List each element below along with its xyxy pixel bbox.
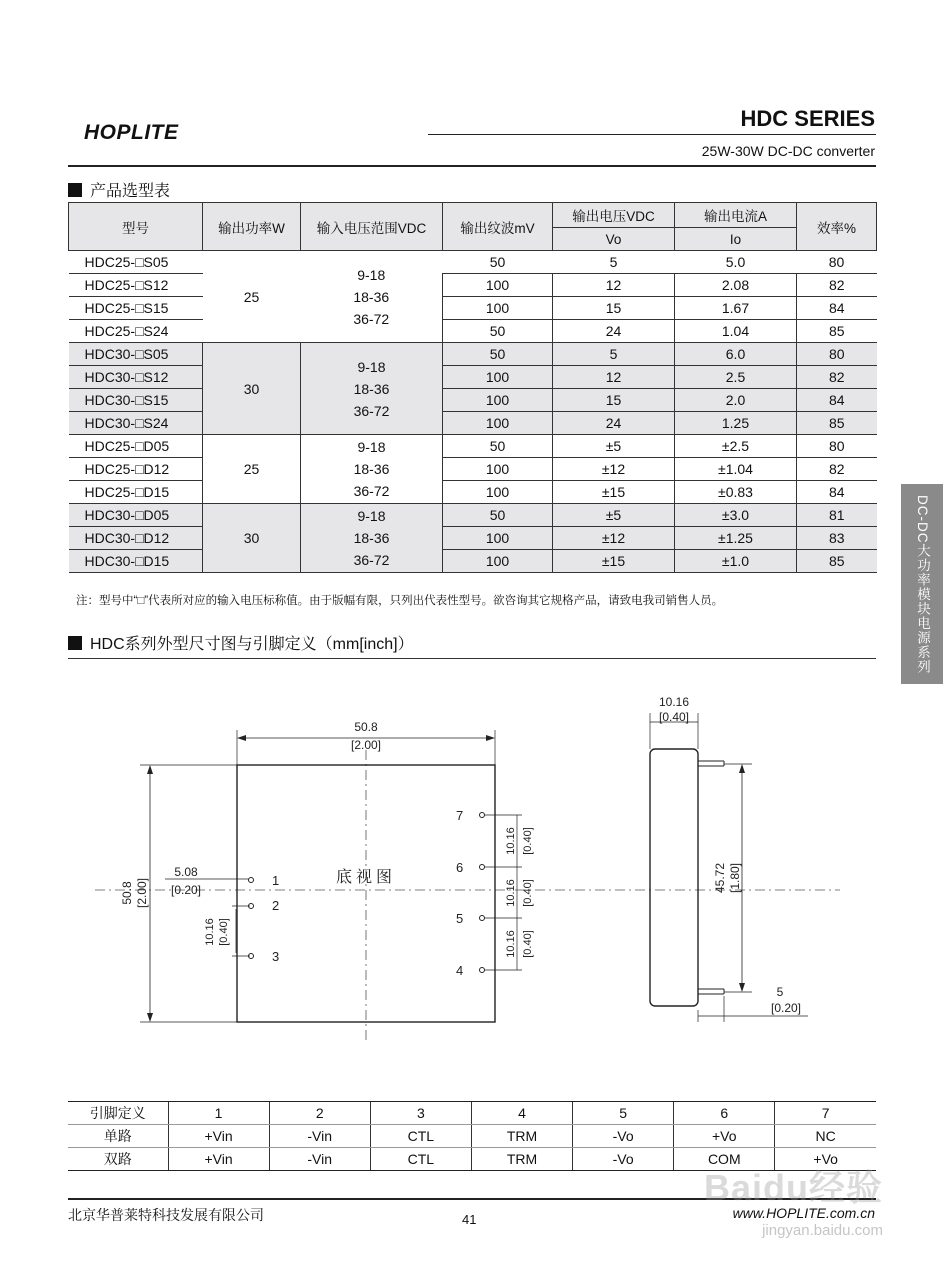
side-height-mm-label: 45.72 bbox=[713, 862, 727, 894]
cell-power: 25 bbox=[203, 251, 301, 343]
pin-5-label: 5 bbox=[456, 911, 464, 926]
cell-vout: 24 bbox=[553, 320, 675, 343]
input-range-value: 36-72 bbox=[353, 402, 390, 419]
pin-cell: NC bbox=[775, 1125, 876, 1148]
cell-model: HDC30-□D15 bbox=[69, 550, 203, 573]
cell-ripple: 100 bbox=[443, 274, 553, 297]
cell-iout: ±1.0 bbox=[675, 550, 797, 573]
width-mm-label: 50.8 bbox=[354, 720, 378, 734]
brand-logo: HOPLITE bbox=[84, 121, 179, 144]
pin-cell: -Vo bbox=[573, 1125, 674, 1148]
input-range-value: 18-36 bbox=[353, 461, 390, 477]
pin-cell: +Vin bbox=[168, 1125, 269, 1148]
cell-efficiency: 81 bbox=[797, 504, 877, 527]
left-pitch-mm-label: 10.16 bbox=[204, 918, 216, 946]
pin-cell: CTL bbox=[370, 1148, 471, 1171]
header-divider bbox=[68, 165, 876, 167]
table-note: 注：型号中“□”代表所对应的输入电压标称值。由于版幅有限，只列出代表性型号。欲咨询其它规格产品，请致电我司销售人员。 bbox=[76, 595, 724, 607]
series-subtitle: 25W-30W DC-DC converter bbox=[701, 143, 875, 159]
cell-efficiency: 84 bbox=[797, 481, 877, 504]
dimension-drawing bbox=[0, 680, 943, 1100]
pin-6 bbox=[480, 865, 485, 870]
cell-vout: ±15 bbox=[553, 550, 675, 573]
cell-iout: ±2.5 bbox=[675, 435, 797, 458]
input-range-value: 9-18 bbox=[357, 439, 386, 455]
section-selection-heading bbox=[68, 178, 170, 201]
bottom-view-label: 底视图 bbox=[335, 869, 397, 886]
watermark-url: jingyan.baidu.com bbox=[762, 1222, 883, 1239]
cell-iout: ±1.04 bbox=[675, 458, 797, 481]
cell-model: HDC25-□D12 bbox=[69, 458, 203, 481]
left-pitch-inch-label: [0.40] bbox=[218, 918, 230, 946]
company-name: 北京华普莱特科技发展有限公司 bbox=[68, 1207, 264, 1223]
pin-6-label: 6 bbox=[456, 860, 464, 875]
pin-cell: TRM bbox=[471, 1125, 572, 1148]
header-power: 输出功率W bbox=[203, 203, 301, 251]
height-inch-label: [2.00] bbox=[135, 877, 149, 909]
pin-row-label: 单路 bbox=[68, 1125, 168, 1148]
cell-ripple: 50 bbox=[443, 320, 553, 343]
cell-efficiency: 80 bbox=[797, 251, 877, 274]
cell-model: HDC25-□S12 bbox=[69, 274, 203, 297]
cell-efficiency: 82 bbox=[797, 274, 877, 297]
table-row bbox=[69, 320, 877, 343]
website-link[interactable]: www.HOPLITE.com.cn bbox=[732, 1205, 875, 1221]
cell-iout: 1.04 bbox=[675, 320, 797, 343]
cell-model: HDC30-□S12 bbox=[69, 366, 203, 389]
pin-cell: +Vo bbox=[674, 1125, 775, 1148]
cell-vout: 5 bbox=[553, 343, 675, 366]
cell-iout: 1.25 bbox=[675, 412, 797, 435]
pitch-6-5-mm-label: 10.16 bbox=[505, 879, 517, 907]
cell-iout: 2.5 bbox=[675, 366, 797, 389]
table-row bbox=[69, 412, 877, 435]
cell-efficiency: 85 bbox=[797, 320, 877, 343]
input-range-value: 18-36 bbox=[353, 288, 390, 305]
section-square-icon bbox=[68, 636, 82, 650]
cell-efficiency: 83 bbox=[797, 527, 877, 550]
table-row bbox=[69, 343, 877, 366]
pitch-5-4-inch-label: [0.40] bbox=[522, 930, 534, 958]
pitch-7-6-inch-label: [0.40] bbox=[522, 827, 534, 855]
cell-efficiency: 80 bbox=[797, 435, 877, 458]
section-dimension-title: HDC系列外型尺寸图与引脚定义（mm[inch]） bbox=[90, 636, 414, 653]
input-range-value: 9-18 bbox=[357, 508, 386, 524]
pin-5 bbox=[480, 916, 485, 921]
cell-model: HDC25-□S15 bbox=[69, 297, 203, 320]
input-range-value: 36-72 bbox=[353, 483, 390, 499]
pin-cell: +Vo bbox=[775, 1148, 876, 1171]
header-input-range: 输入电压范围VDC bbox=[301, 203, 443, 251]
table-row bbox=[69, 481, 877, 504]
model-selection-table bbox=[68, 202, 877, 573]
cell-model: HDC25-□D15 bbox=[69, 481, 203, 504]
cell-model: HDC25-□S24 bbox=[69, 320, 203, 343]
pitch-6-5-inch-label: [0.40] bbox=[522, 879, 534, 907]
pin-cell: 5 bbox=[573, 1102, 674, 1125]
cell-iout: 2.0 bbox=[675, 389, 797, 412]
cell-power: 25 bbox=[203, 435, 301, 504]
table-row bbox=[69, 366, 877, 389]
pin-cell: COM bbox=[674, 1148, 775, 1171]
side-height-inch-label: [1.80] bbox=[728, 862, 742, 894]
header-iout-sub: Io bbox=[675, 228, 797, 251]
cell-efficiency: 85 bbox=[797, 412, 877, 435]
pin-row-header bbox=[68, 1102, 876, 1125]
cell-efficiency: 80 bbox=[797, 343, 877, 366]
header-divider-short bbox=[428, 134, 876, 135]
pin-cell: -Vin bbox=[269, 1148, 370, 1171]
cell-ripple: 100 bbox=[443, 366, 553, 389]
page-number: 41 bbox=[462, 1212, 477, 1227]
cell-model: HDC25-□D05 bbox=[69, 435, 203, 458]
model-selection-body bbox=[69, 251, 877, 573]
cell-input-range bbox=[301, 435, 443, 504]
pitch-7-6-mm-label: 10.16 bbox=[505, 827, 517, 855]
pin-2-label: 2 bbox=[272, 898, 280, 913]
cell-iout: 6.0 bbox=[675, 343, 797, 366]
pin-cell: CTL bbox=[370, 1125, 471, 1148]
pin-length-mm-label: 5 bbox=[776, 985, 784, 999]
cell-iout: ±1.25 bbox=[675, 527, 797, 550]
table-row bbox=[69, 297, 877, 320]
pin-cell: TRM bbox=[471, 1148, 572, 1171]
table-row bbox=[69, 389, 877, 412]
pin-cell: 4 bbox=[471, 1102, 572, 1125]
pin-cell: 7 bbox=[775, 1102, 876, 1125]
table-row bbox=[69, 251, 877, 274]
pin-cell: 3 bbox=[370, 1102, 471, 1125]
watermark-logo: Baidu经验 bbox=[703, 1167, 883, 1208]
input-range-value: 18-36 bbox=[353, 530, 390, 546]
cell-ripple: 50 bbox=[443, 251, 553, 274]
input-range-value: 36-72 bbox=[353, 552, 390, 568]
cell-power: 30 bbox=[203, 343, 301, 435]
width-inch-label: [2.00] bbox=[350, 738, 382, 752]
pin-3-label: 3 bbox=[272, 949, 280, 964]
header-efficiency: 效率% bbox=[797, 203, 877, 251]
pin-4-label: 4 bbox=[456, 963, 464, 978]
cell-iout: 5.0 bbox=[675, 251, 797, 274]
cell-ripple: 100 bbox=[443, 481, 553, 504]
cell-ripple: 100 bbox=[443, 412, 553, 435]
pin-cell: -Vo bbox=[573, 1148, 674, 1171]
input-range-value: 9-18 bbox=[357, 266, 386, 283]
cell-input-range bbox=[301, 504, 443, 573]
cell-model: HDC30-□S24 bbox=[69, 412, 203, 435]
input-range-value: 36-72 bbox=[353, 310, 390, 327]
cell-efficiency: 84 bbox=[797, 297, 877, 320]
cell-vout: ±12 bbox=[553, 458, 675, 481]
series-title: HDC SERIES bbox=[740, 106, 875, 131]
pin-7 bbox=[480, 813, 485, 818]
section-selection-title: 产品选型表 bbox=[90, 183, 171, 200]
pin-1 bbox=[249, 878, 254, 883]
cell-model: HDC30-□D12 bbox=[69, 527, 203, 550]
pin-cell: +Vin bbox=[168, 1148, 269, 1171]
pin-row-label: 引脚定义 bbox=[68, 1102, 168, 1125]
cell-efficiency: 84 bbox=[797, 389, 877, 412]
section-dimension-heading bbox=[68, 631, 414, 654]
pin-length-inch-label: [0.20] bbox=[770, 1001, 802, 1015]
cell-model: HDC30-□S05 bbox=[69, 343, 203, 366]
header-model: 型号 bbox=[69, 203, 203, 251]
cell-vout: ±12 bbox=[553, 527, 675, 550]
cell-vout: 24 bbox=[553, 412, 675, 435]
cell-model: HDC30-□D05 bbox=[69, 504, 203, 527]
cell-vout: ±5 bbox=[553, 504, 675, 527]
pin-4 bbox=[480, 968, 485, 973]
pitch-5-4-mm-label: 10.16 bbox=[505, 930, 517, 958]
pin-cell: 1 bbox=[168, 1102, 269, 1125]
cell-ripple: 100 bbox=[443, 527, 553, 550]
pin-7-label: 7 bbox=[456, 808, 464, 823]
module-side-outline bbox=[650, 749, 698, 1006]
cell-ripple: 100 bbox=[443, 550, 553, 573]
table-row bbox=[69, 435, 877, 458]
header-iout: 输出电流A bbox=[675, 203, 797, 228]
side-depth-mm-label: 10.16 bbox=[658, 695, 690, 709]
cell-vout: ±15 bbox=[553, 481, 675, 504]
cell-vout: ±5 bbox=[553, 435, 675, 458]
cell-ripple: 50 bbox=[443, 343, 553, 366]
cell-iout: ±3.0 bbox=[675, 504, 797, 527]
cell-ripple: 100 bbox=[443, 297, 553, 320]
pin-cell: 2 bbox=[269, 1102, 370, 1125]
cell-iout: ±0.83 bbox=[675, 481, 797, 504]
cell-efficiency: 85 bbox=[797, 550, 877, 573]
table-row bbox=[69, 274, 877, 297]
pin-row-single bbox=[68, 1125, 876, 1148]
pin-cell: -Vin bbox=[269, 1125, 370, 1148]
cell-input-range bbox=[301, 251, 443, 343]
section-square-icon bbox=[68, 183, 82, 197]
side-category-tab: DC-DC大功率模块电源系列 bbox=[901, 484, 943, 684]
table-row bbox=[69, 458, 877, 481]
pin-row-label: 双路 bbox=[68, 1148, 168, 1171]
cell-model: HDC30-□S15 bbox=[69, 389, 203, 412]
cell-model: HDC25-□S05 bbox=[69, 251, 203, 274]
header-vout-sub: Vo bbox=[553, 228, 675, 251]
table-row bbox=[69, 504, 877, 527]
cell-vout: 5 bbox=[553, 251, 675, 274]
cell-vout: 15 bbox=[553, 389, 675, 412]
cell-ripple: 50 bbox=[443, 435, 553, 458]
pin-1-label: 1 bbox=[272, 873, 280, 888]
table-row bbox=[69, 527, 877, 550]
cell-vout: 15 bbox=[553, 297, 675, 320]
cell-vout: 12 bbox=[553, 366, 675, 389]
input-range-value: 18-36 bbox=[353, 380, 390, 397]
header-ripple: 输出纹波mV bbox=[443, 203, 553, 251]
pin-cell: 6 bbox=[674, 1102, 775, 1125]
cell-iout: 2.08 bbox=[675, 274, 797, 297]
pin1-offset-mm-label: 5.08 bbox=[174, 865, 198, 879]
side-depth-inch-label: [0.40] bbox=[658, 710, 690, 724]
header-vout: 输出电压VDC bbox=[553, 203, 675, 228]
pin1-offset-inch-label: [0.20] bbox=[170, 883, 202, 897]
cell-efficiency: 82 bbox=[797, 458, 877, 481]
input-range-value: 9-18 bbox=[357, 358, 386, 375]
cell-power: 30 bbox=[203, 504, 301, 573]
height-mm-label: 50.8 bbox=[120, 881, 134, 905]
cell-vout: 12 bbox=[553, 274, 675, 297]
cell-iout: 1.67 bbox=[675, 297, 797, 320]
cell-ripple: 100 bbox=[443, 458, 553, 481]
cell-input-range bbox=[301, 343, 443, 435]
cell-ripple: 50 bbox=[443, 504, 553, 527]
cell-efficiency: 82 bbox=[797, 366, 877, 389]
cell-ripple: 100 bbox=[443, 389, 553, 412]
section-divider bbox=[68, 658, 876, 659]
table-row bbox=[69, 550, 877, 573]
